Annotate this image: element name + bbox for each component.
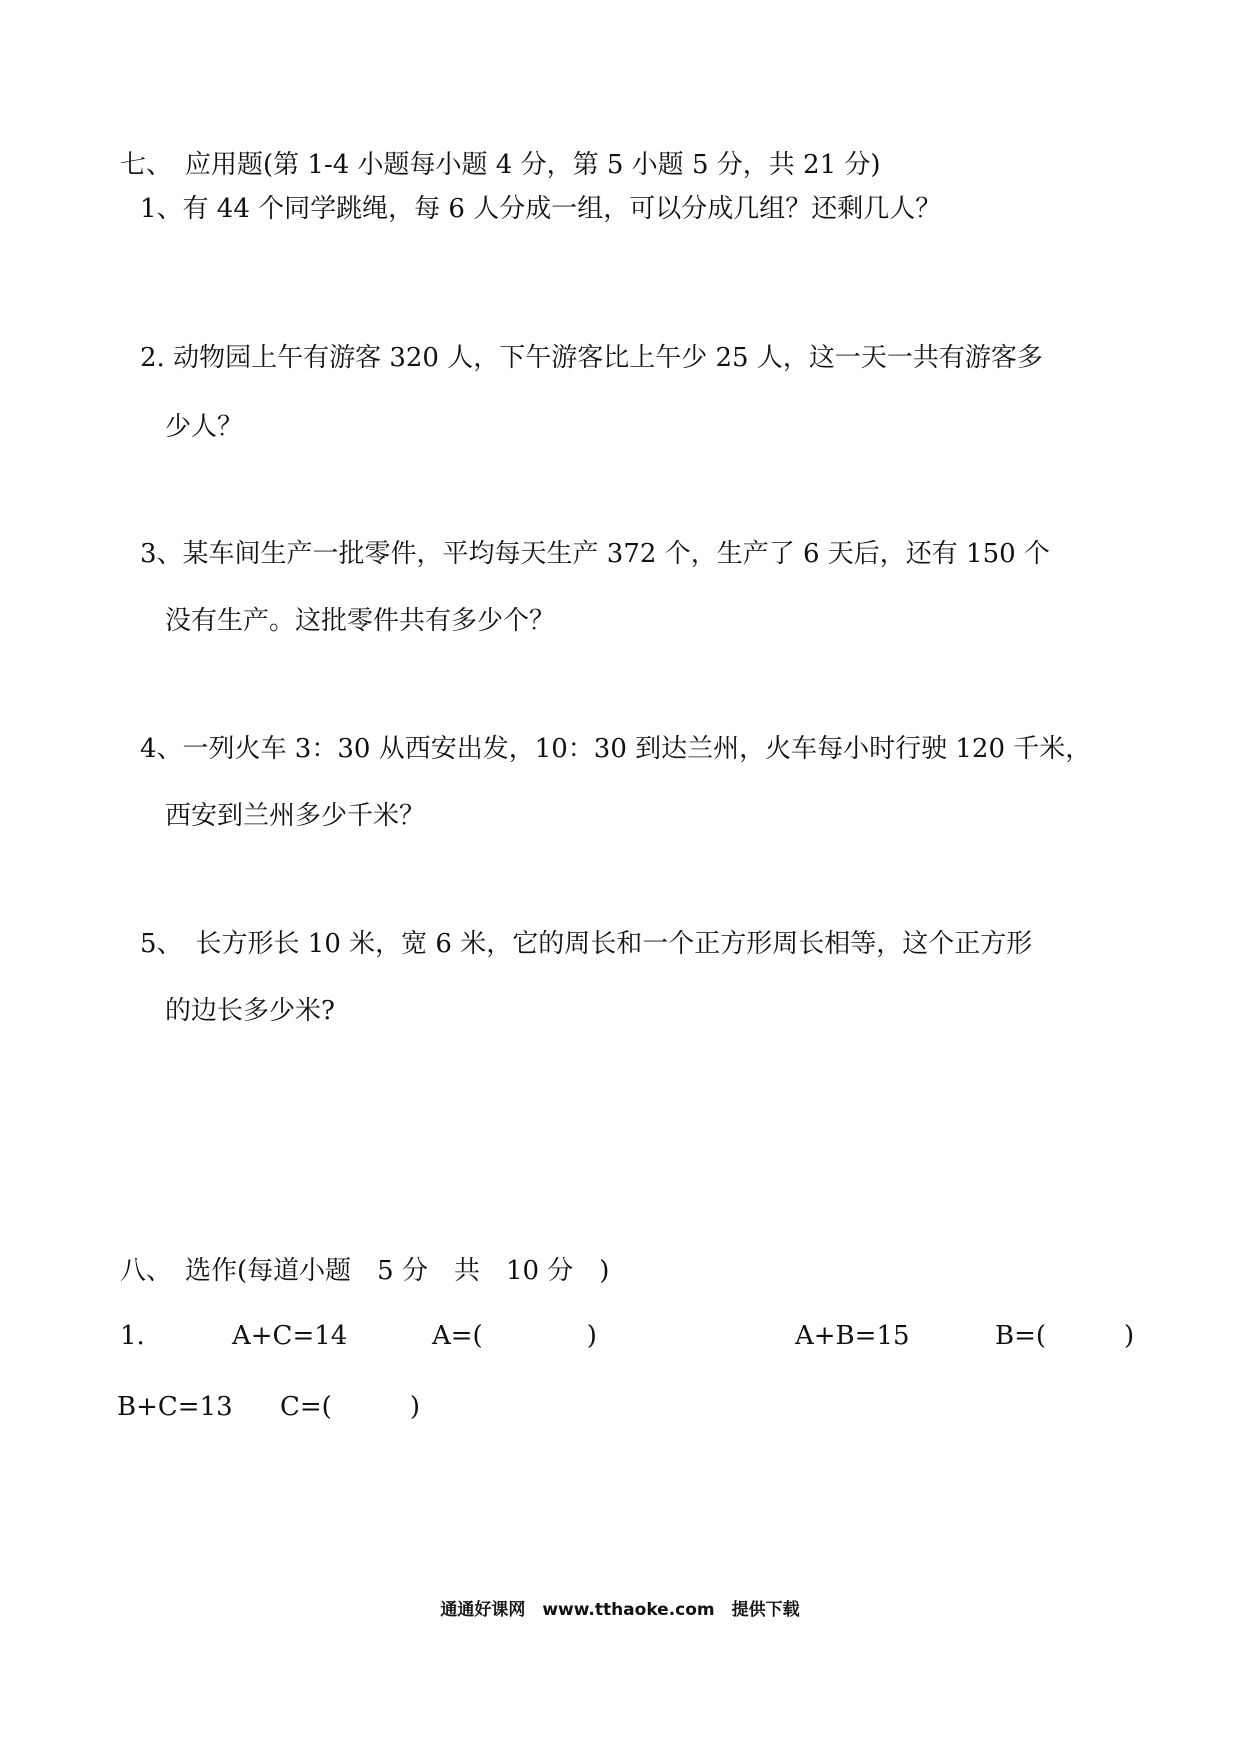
question-4-line-2: 西安到兰州多少千米？	[165, 801, 426, 831]
question-3-line-1: 3、某车间生产一批零件，平均每天生产 372 个，生产了 6 天后，还有 150 个	[140, 539, 1050, 569]
footer-credit: 通通好课网 www.tthaoke.com 提供下载	[440, 1600, 800, 1620]
section-7-title: 七、 应用题(第 1-4 小题每小题 4 分，第 5 小题 5 分，共 21 分)	[120, 150, 881, 180]
question-3-line-2: 没有生产。这批零件共有多少个？	[165, 606, 556, 636]
question-4-line-1: 4、一列火车 3：30 从西安出发，10：30 到达兰州，火车每小时行驶 120 千米，	[140, 734, 1092, 764]
equation-a-plus-c: A+C=14	[232, 1321, 348, 1351]
equation-a-plus-b: A+B=15	[795, 1321, 910, 1351]
section-8-title: 八、 选作(每道小题 5 分 共 10 分 )	[120, 1256, 610, 1286]
answer-c: C=( )	[280, 1392, 420, 1422]
question-5-line-1: 5、 长方形长 10 米，宽 6 米，它的周长和一个正方形周长相等，这个正方形	[140, 929, 1033, 959]
question-2-line-2: 少人？	[165, 412, 244, 442]
question-2-line-1: 2. 动物园上午有游客 320 人，下午游客比上午少 25 人，这一天一共有游客多	[140, 343, 1043, 373]
answer-b: B=( )	[995, 1321, 1135, 1351]
question-1-line-1: 1、有 44 个同学跳绳，每 6 人分成一组，可以分成几组？还剩几人？	[140, 194, 942, 224]
section-8-q1-number: 1.	[120, 1321, 145, 1351]
equation-b-plus-c: B+C=13	[117, 1392, 233, 1422]
answer-a: A=( )	[432, 1321, 597, 1351]
question-5-line-2: 的边长多少米?	[165, 996, 335, 1026]
